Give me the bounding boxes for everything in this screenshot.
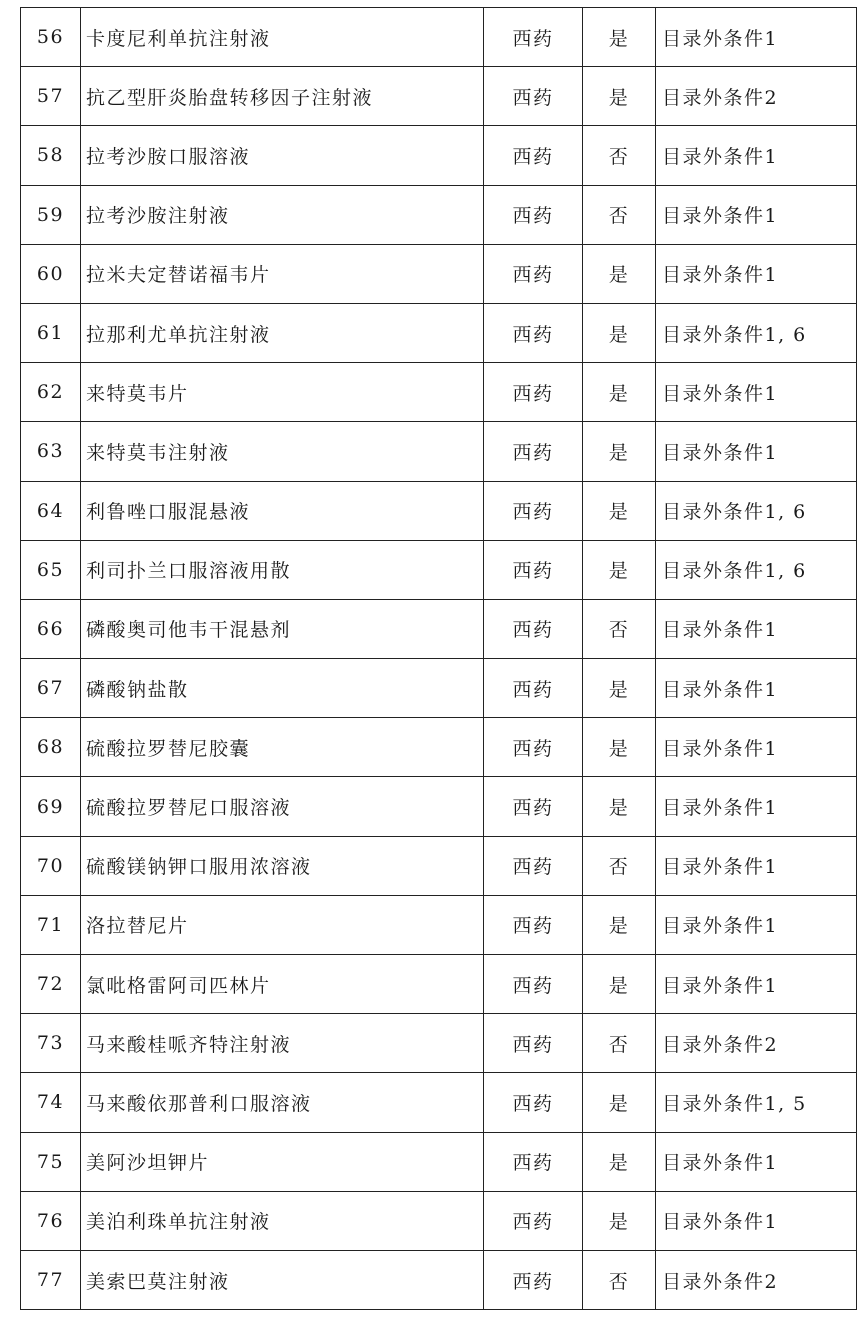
condition-cell: 目录外条件2 [656, 1250, 857, 1309]
table-row [21, 422, 857, 481]
drug-name-cell: 卡度尼利单抗注射液 [81, 8, 484, 67]
condition-cell: 目录外条件1, 5 [656, 1073, 857, 1132]
condition-cell: 目录外条件1 [656, 244, 857, 303]
row-number-cell: 64 [21, 481, 81, 540]
drug-type-cell: 西药 [484, 8, 583, 67]
flag-cell: 否 [583, 126, 656, 185]
row-number-cell: 71 [21, 895, 81, 954]
drug-type-cell: 西药 [484, 659, 583, 718]
drug-name-cell: 硫酸拉罗替尼口服溶液 [81, 777, 484, 836]
flag-cell: 是 [583, 8, 656, 67]
condition-cell: 目录外条件1 [656, 895, 857, 954]
row-number-cell: 68 [21, 718, 81, 777]
table-row [21, 1132, 857, 1191]
table-row [21, 777, 857, 836]
row-number-cell: 61 [21, 303, 81, 362]
row-number-cell: 77 [21, 1250, 81, 1309]
table-row [21, 67, 857, 126]
table-row [21, 126, 857, 185]
drug-name-cell: 马来酸桂哌齐特注射液 [81, 1014, 484, 1073]
condition-cell: 目录外条件1 [656, 1132, 857, 1191]
flag-cell: 是 [583, 481, 656, 540]
drug-name-cell: 磷酸钠盐散 [81, 659, 484, 718]
drug-type-cell: 西药 [484, 422, 583, 481]
condition-cell: 目录外条件2 [656, 1014, 857, 1073]
condition-cell: 目录外条件1 [656, 126, 857, 185]
drug-type-cell: 西药 [484, 1132, 583, 1191]
drug-name-cell: 拉考沙胺注射液 [81, 185, 484, 244]
table-row [21, 718, 857, 777]
table-row [21, 540, 857, 599]
drug-type-cell: 西药 [484, 777, 583, 836]
condition-cell: 目录外条件1, 6 [656, 303, 857, 362]
flag-cell: 是 [583, 540, 656, 599]
table-row [21, 1191, 857, 1250]
drug-name-cell: 硫酸拉罗替尼胶囊 [81, 718, 484, 777]
row-number-cell: 57 [21, 67, 81, 126]
drug-name-cell: 马来酸依那普利口服溶液 [81, 1073, 484, 1132]
drug-type-cell: 西药 [484, 126, 583, 185]
table-row [21, 185, 857, 244]
flag-cell: 是 [583, 777, 656, 836]
condition-cell: 目录外条件1 [656, 836, 857, 895]
condition-cell: 目录外条件1 [656, 659, 857, 718]
flag-cell: 否 [583, 1250, 656, 1309]
drug-name-cell: 洛拉替尼片 [81, 895, 484, 954]
table-row [21, 599, 857, 658]
drug-name-cell: 美阿沙坦钾片 [81, 1132, 484, 1191]
drug-name-cell: 来特莫韦注射液 [81, 422, 484, 481]
drug-name-cell: 磷酸奥司他韦干混悬剂 [81, 599, 484, 658]
row-number-cell: 63 [21, 422, 81, 481]
drug-type-cell: 西药 [484, 895, 583, 954]
drug-name-cell: 拉考沙胺口服溶液 [81, 126, 484, 185]
flag-cell: 是 [583, 659, 656, 718]
table-row [21, 303, 857, 362]
condition-cell: 目录外条件1 [656, 422, 857, 481]
row-number-cell: 75 [21, 1132, 81, 1191]
drug-type-cell: 西药 [484, 481, 583, 540]
flag-cell: 是 [583, 718, 656, 777]
condition-cell: 目录外条件1 [656, 777, 857, 836]
flag-cell: 否 [583, 599, 656, 658]
drug-name-cell: 拉那利尤单抗注射液 [81, 303, 484, 362]
row-number-cell: 62 [21, 363, 81, 422]
row-number-cell: 66 [21, 599, 81, 658]
condition-cell: 目录外条件1, 6 [656, 481, 857, 540]
drug-type-cell: 西药 [484, 955, 583, 1014]
drug-type-cell: 西药 [484, 1191, 583, 1250]
table-row [21, 244, 857, 303]
flag-cell: 是 [583, 303, 656, 362]
table-row [21, 1014, 857, 1073]
drug-name-cell: 美泊利珠单抗注射液 [81, 1191, 484, 1250]
condition-cell: 目录外条件1 [656, 599, 857, 658]
row-number-cell: 69 [21, 777, 81, 836]
condition-cell: 目录外条件1 [656, 185, 857, 244]
flag-cell: 是 [583, 422, 656, 481]
row-number-cell: 60 [21, 244, 81, 303]
row-number-cell: 76 [21, 1191, 81, 1250]
drug-type-cell: 西药 [484, 836, 583, 895]
drug-type-cell: 西药 [484, 67, 583, 126]
drug-type-cell: 西药 [484, 303, 583, 362]
row-number-cell: 56 [21, 8, 81, 67]
condition-cell: 目录外条件1 [656, 8, 857, 67]
condition-cell: 目录外条件1 [656, 955, 857, 1014]
condition-cell: 目录外条件2 [656, 67, 857, 126]
condition-cell: 目录外条件1 [656, 363, 857, 422]
table-row [21, 836, 857, 895]
table-row [21, 659, 857, 718]
table-row [21, 481, 857, 540]
row-number-cell: 74 [21, 1073, 81, 1132]
table-row [21, 955, 857, 1014]
drug-name-cell: 氯吡格雷阿司匹林片 [81, 955, 484, 1014]
drug-type-cell: 西药 [484, 244, 583, 303]
row-number-cell: 59 [21, 185, 81, 244]
drug-name-cell: 美索巴莫注射液 [81, 1250, 484, 1309]
row-number-cell: 65 [21, 540, 81, 599]
condition-cell: 目录外条件1 [656, 718, 857, 777]
drug-type-cell: 西药 [484, 1250, 583, 1309]
drug-name-cell: 利鲁唑口服混悬液 [81, 481, 484, 540]
drug-type-cell: 西药 [484, 185, 583, 244]
flag-cell: 是 [583, 895, 656, 954]
flag-cell: 否 [583, 1014, 656, 1073]
flag-cell: 否 [583, 836, 656, 895]
table-body [21, 8, 857, 1310]
drug-type-cell: 西药 [484, 718, 583, 777]
drug-type-cell: 西药 [484, 540, 583, 599]
flag-cell: 是 [583, 1132, 656, 1191]
table-row [21, 1073, 857, 1132]
flag-cell: 是 [583, 244, 656, 303]
row-number-cell: 67 [21, 659, 81, 718]
condition-cell: 目录外条件1, 6 [656, 540, 857, 599]
row-number-cell: 70 [21, 836, 81, 895]
drug-type-cell: 西药 [484, 599, 583, 658]
table-row [21, 895, 857, 954]
table-row [21, 1250, 857, 1309]
drug-type-cell: 西药 [484, 1014, 583, 1073]
table-row [21, 8, 857, 67]
table-row [21, 363, 857, 422]
drug-name-cell: 拉米夫定替诺福韦片 [81, 244, 484, 303]
flag-cell: 是 [583, 955, 656, 1014]
flag-cell: 否 [583, 185, 656, 244]
flag-cell: 是 [583, 67, 656, 126]
drug-name-cell: 硫酸镁钠钾口服用浓溶液 [81, 836, 484, 895]
row-number-cell: 58 [21, 126, 81, 185]
drug-name-cell: 来特莫韦片 [81, 363, 484, 422]
drug-name-cell: 利司扑兰口服溶液用散 [81, 540, 484, 599]
drug-list-table [20, 7, 857, 1310]
condition-cell: 目录外条件1 [656, 1191, 857, 1250]
drug-name-cell: 抗乙型肝炎胎盘转移因子注射液 [81, 67, 484, 126]
flag-cell: 是 [583, 363, 656, 422]
row-number-cell: 73 [21, 1014, 81, 1073]
drug-type-cell: 西药 [484, 363, 583, 422]
drug-type-cell: 西药 [484, 1073, 583, 1132]
row-number-cell: 72 [21, 955, 81, 1014]
flag-cell: 是 [583, 1191, 656, 1250]
flag-cell: 是 [583, 1073, 656, 1132]
